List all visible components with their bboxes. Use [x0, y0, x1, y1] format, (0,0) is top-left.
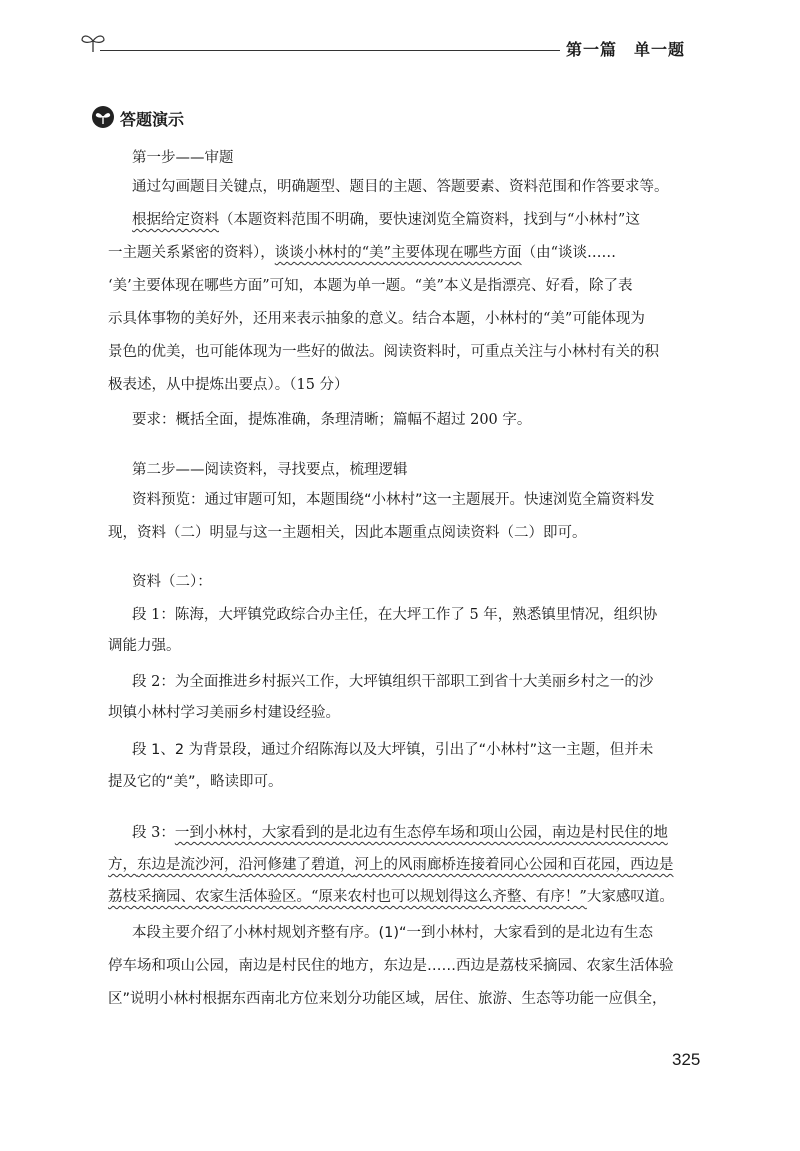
note12-line-2: 提及它的“美”，略读即可。 — [108, 774, 283, 790]
underlined-phrase: “原来农村也可以规划得这么齐整、有序！” — [311, 889, 587, 905]
step2-heading: 第二步——阅读资料，寻找要点，梳理逻辑 — [132, 462, 408, 478]
step2-preview-line-1: 资料预览：通过审题可知，本题围绕“小林村”这一主题展开。快速浏览全篇资料发 — [132, 492, 655, 508]
header-rule — [100, 50, 560, 51]
para1-line-1: 段 1：陈海，大坪镇党政综合办主任，在大坪工作了 5 年，熟悉镇里情况，组织协 — [132, 607, 658, 623]
underlined-phrase: 河上的风雨廊桥连接着同心公园和百花园， — [354, 857, 630, 873]
body-text: 大家感叹道。 — [586, 889, 674, 905]
underlined-phrase: 方， — [108, 857, 137, 873]
step1-intro: 通过勾画题目关键点，明确题型、题目的主题、答题要素、资料范围和作答要求等。 — [132, 179, 669, 195]
analysis-line-1: 本段主要介绍了小林村规划齐整有序。(1)“一到小林村，大家看到的是北边有生态 — [132, 925, 654, 941]
chapter-title: 第一篇 单一题 — [566, 40, 686, 59]
para2-line-1: 段 2：为全面推进乡村振兴工作，大坪镇组织干部职工到省十大美丽乡村之一的沙 — [132, 674, 654, 690]
section-title: 答题演示 — [120, 110, 185, 129]
page-number: 325 — [672, 1050, 701, 1069]
step1-line-2 — [108, 243, 708, 263]
analysis-line-2: 停车场和项山公园，南边是村民住的地方，东边是……西边是荔枝采摘园、农家生活体验 — [108, 958, 674, 974]
step2-preview-line-2: 现，资料（二）明显与这一主题相关，因此本题重点阅读资料（二）即可。 — [108, 525, 587, 541]
underlined-phrase: 谈谈小林村的“美”主要体现在哪些方面 — [274, 245, 522, 261]
body-text: （本题资料范围不明确，要快速浏览全篇资料，找到与“小林村”这 — [219, 212, 640, 228]
underlined-phrase: 根据给定资料 — [132, 212, 219, 228]
analysis-line-3: 区”说明小林村根据东西南北方位来划分功能区域，居住、旅游、生态等功能一应俱全， — [108, 991, 667, 1007]
step1-heading: 第一步——审题 — [132, 150, 234, 166]
para3-line-3 — [108, 887, 708, 907]
underlined-phrase: 南边是村民住的地 — [551, 825, 668, 841]
leaf-bullet-icon — [91, 105, 115, 129]
step1-line-6: 极表述，从中提炼出要点）。（15 分） — [108, 377, 349, 393]
step1-line-5: 景色的优美，也可能体现为一些好的做法。阅读资料时，可重点关注与小林村有关的积 — [108, 344, 659, 360]
underlined-phrase: 一到小林村，大家看到的是北边有生态停车场和项山公园， — [174, 825, 552, 841]
step1-line-4: 示具体事物的美好外，还用来表示抽象的意义。结合本题，小林村的“美”可能体现为 — [108, 311, 645, 327]
underlined-phrase: 东边是流沙河， — [137, 857, 239, 873]
note12-line-1: 段 1、2 为背景段，通过介绍陈海以及大坪镇，引出了“小林村”这一主题，但并未 — [132, 742, 654, 758]
para3-line-2 — [108, 855, 708, 875]
body-text: （由“谈谈…… — [521, 245, 616, 261]
material-label: 资料（二）： — [132, 574, 212, 590]
underlined-phrase: 荔枝采摘园、农家生活体验区。 — [108, 889, 311, 905]
body-text: 段 3： — [132, 825, 175, 841]
body-text: 一主题关系紧密的资料）， — [108, 245, 275, 261]
underlined-phrase: 沿河修建了碧道， — [238, 857, 355, 873]
step1-requirement: 要求：概括全面，提炼准确，条理清晰；篇幅不超过 200 字。 — [132, 412, 532, 428]
step1-line-3: ‘美’主要体现在哪些方面”可知，本题为单一题。“美”本义是指漂亮、好看，除了表 — [108, 278, 633, 294]
para3-line-1 — [132, 823, 708, 843]
underlined-phrase: 西边是 — [630, 857, 674, 873]
step1-line-1 — [132, 210, 708, 230]
para1-line-2: 调能力强。 — [108, 638, 181, 654]
para2-line-2: 坝镇小林村学习美丽乡村建设经验。 — [108, 705, 340, 721]
